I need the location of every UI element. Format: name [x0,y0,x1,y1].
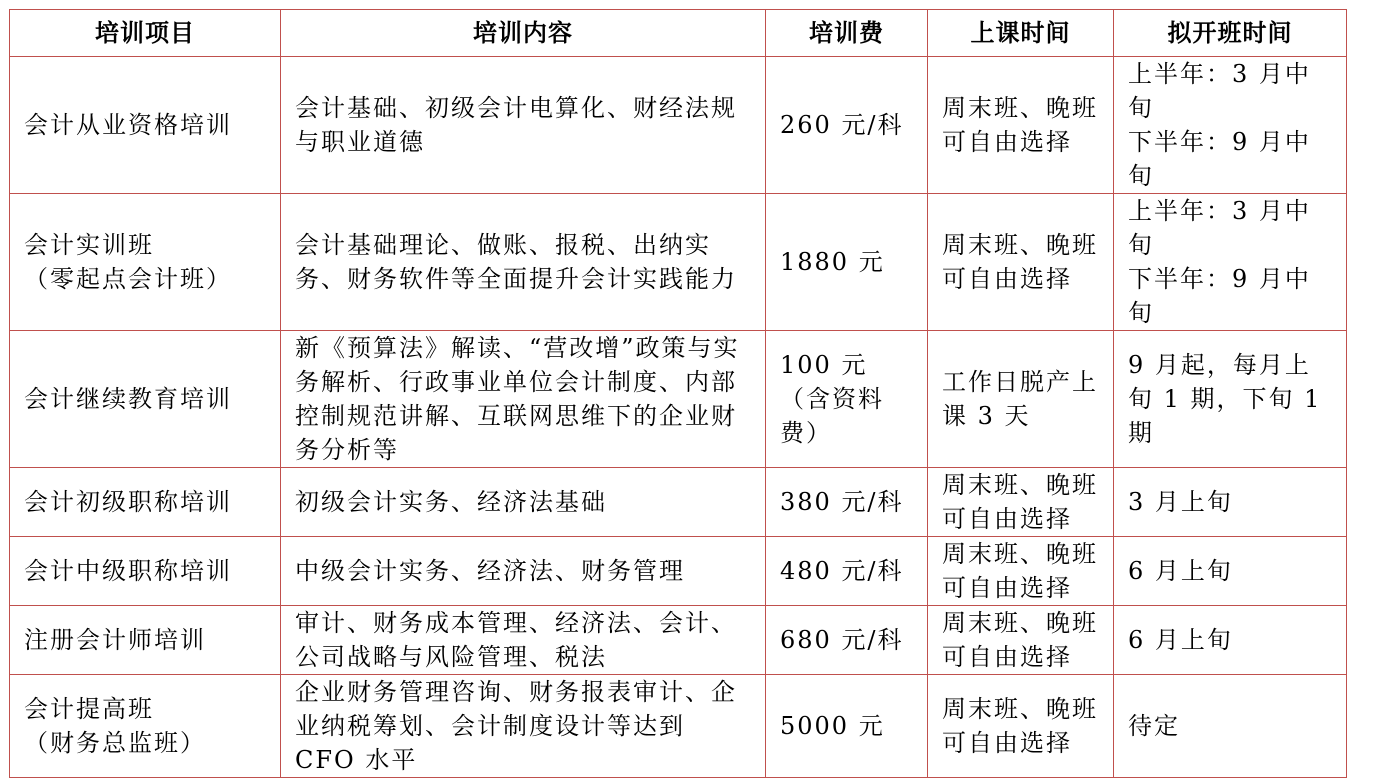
cell-content: 企业财务管理咨询、财务报表审计、企业纳税筹划、会计制度设计等达到 CFO 水平 [281,675,766,778]
cell-content: 中级会计实务、经济法、财务管理 [281,537,766,606]
cell-start-time: 3 月上旬 [1114,468,1347,537]
cell-class-time: 周末班、晚班可自由选择 [928,537,1114,606]
cell-content: 初级会计实务、经济法基础 [281,468,766,537]
table-row [10,331,1347,468]
cell-fee: 5000 元 [766,675,928,778]
table-row [10,194,1347,331]
cell-fee: 100 元（含资料费） [766,331,928,468]
header-start-time: 拟开班时间 [1114,10,1347,57]
cell-content: 审计、财务成本管理、经济法、会计、公司战略与风险管理、税法 [281,606,766,675]
header-class-time: 上课时间 [928,10,1114,57]
header-content: 培训内容 [281,10,766,57]
cell-class-time: 周末班、晚班可自由选择 [928,606,1114,675]
cell-project: 会计实训班 （零起点会计班） [10,194,281,331]
cell-start-time: 6 月上旬 [1114,537,1347,606]
header-fee: 培训费 [766,10,928,57]
cell-class-time: 周末班、晚班可自由选择 [928,675,1114,778]
cell-start-time: 9 月起，每月上旬 1 期，下旬 1 期 [1114,331,1347,468]
cell-project: 会计中级职称培训 [10,537,281,606]
cell-class-time: 工作日脱产上课 3 天 [928,331,1114,468]
cell-fee: 260 元/科 [766,57,928,194]
cell-class-time: 周末班、晚班可自由选择 [928,468,1114,537]
training-table-wrapper [9,9,1347,778]
cell-content: 会计基础理论、做账、报税、出纳实务、财务软件等全面提升会计实践能力 [281,194,766,331]
cell-start-time: 上半年：3 月中旬 下半年：9 月中旬 [1114,57,1347,194]
cell-fee: 480 元/科 [766,537,928,606]
cell-fee: 380 元/科 [766,468,928,537]
cell-content: 新《预算法》解读、“营改增”政策与实务解析、行政事业单位会计制度、内部控制规范讲解、互联网思维下的企业财务分析等 [281,331,766,468]
cell-start-time: 待定 [1114,675,1347,778]
table-row [10,57,1347,194]
cell-project: 注册会计师培训 [10,606,281,675]
cell-project: 会计继续教育培训 [10,331,281,468]
table-row [10,537,1347,606]
cell-content: 会计基础、初级会计电算化、财经法规与职业道德 [281,57,766,194]
cell-project: 会计初级职称培训 [10,468,281,537]
table-row [10,468,1347,537]
table-header-row [10,10,1347,57]
cell-class-time: 周末班、晚班可自由选择 [928,194,1114,331]
table-row [10,606,1347,675]
header-project: 培训项目 [10,10,281,57]
cell-start-time: 上半年：3 月中旬 下半年：9 月中旬 [1114,194,1347,331]
training-table [9,9,1347,778]
cell-fee: 1880 元 [766,194,928,331]
cell-fee: 680 元/科 [766,606,928,675]
table-row [10,675,1347,778]
cell-project: 会计从业资格培训 [10,57,281,194]
cell-class-time: 周末班、晚班可自由选择 [928,57,1114,194]
cell-project: 会计提高班 （财务总监班） [10,675,281,778]
cell-start-time: 6 月上旬 [1114,606,1347,675]
